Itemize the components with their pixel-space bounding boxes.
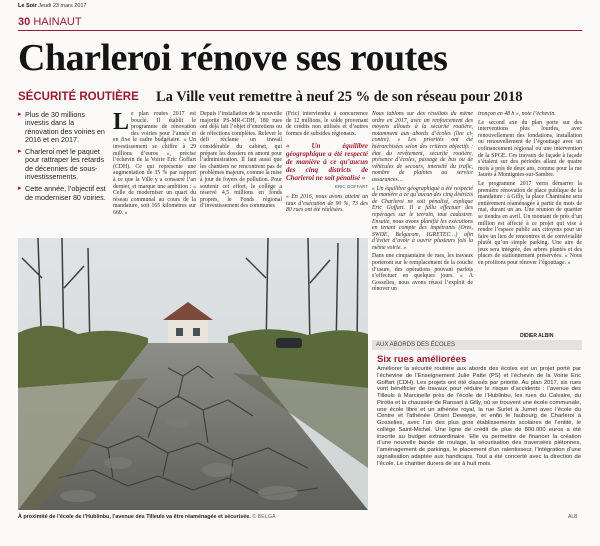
article-column-1: L e plan routes 2017 est bouclé. Il établit le programme de rénovation des voiries pour l’année et en fixe le cadre budgétaire. « Un investissement se chiffre à 29 millions d’euros », précise l’échevin de la Voirie Eric Goffart (CDH). Ce qui représente une augmentation de 35 % par rapport à ce que la Ville y a consacré l’an dernier, et marque une ambition : « Celle de moderniser un quart du réseau communal au cours de la mandature, soit 165 kilomètres sur 660. » [113,111,196,216]
page-number: 30 [18,16,31,28]
road-photo [18,238,368,510]
masthead [18,3,87,9]
photo-credit: © BELGA [252,514,276,520]
section-header [18,16,82,28]
section-rule [18,30,582,31]
summary-item: ▸ Charleroi met le paquet pour rattraper les retards de décennies de sous-investissements. [18,147,105,182]
summary-item: ▸ Cette année, l’objectif est de moderniser 80 voiries. [18,184,106,202]
bullet-icon: ▸ [18,185,22,193]
pull-quote: « Un équilibre géographique a été respecté de manière à ce qu’aucun des cinq districts de Charleroi ne soit pénalisé » [286,142,368,183]
article-column-3: (Fric) interviendra à concurrence de 12 millions, le solde provenant de crédits non utilisés et d’autres formes de subsides régionaux. « Un équilibre géographique a été respecté de manière à ce qu’aucun des cinq districts de Charleroi ne soit pénalisé » ERIC GOFFART « En 2016, nous avons atteint un taux d’exécution de 90 %, 73 des 80 rues ont été réalisées. [286,111,368,214]
paper-name: Le Soir [18,3,37,9]
bullet-icon: ▸ [18,148,22,156]
summary-bullets [18,111,108,206]
pull-quote-source: ERIC GOFFART [334,184,368,190]
kicker: SÉCURITÉ ROUTIÈRE [18,91,139,103]
damaged-road-illustration [18,238,368,510]
section-name: HAINAUT [33,16,82,28]
sidebar-box-tag: AUX ABORDS DES ÉCOLES [372,340,582,350]
photo-caption: À proximité de l’école de l’Hublinbu, l’avenue des Tilleuls va être réaménagée et sécurisée. © BELGA [18,514,276,520]
sidebar-box-title: Six rues améliorées [377,354,467,365]
article-column-5: tronçon en 48 h », note l’échevin. Le second axe du plan porte sur des interventions plus lourdes, avec renouvellement des fondations, installation ou renouvellement de l’égouttage avec un cofinancement régional ou une intervention de la SPGE. Ces travaux de façade à façade s’étalent sur des périodes allant de quatre mois à près de deux ans, comme pour la rue Jaurès à Montignies-sur-Sambre. Le programme 2017 verra démarrer la première rénovation de place publique de la mandature : à Gilly, la place Chantraine sera entièrement réaménagée à partir du mois de mai, durant un an. Une réunion de quartier se tiendra en avril. Un montant de près d’un million est affecté à ce projet qui vise à rendre l’espace public aux citoyens pour un faire un lieu de rencontres et de convivialité plutôt qu’un simple parking. Une aire de jeux sera intégrée, des arbres plantés et des places de stationnement préservées. « Nous en profitons pour rénover l’égouttage. » [478,111,582,267]
summary-item: ▸ Plus de 30 millions investis dans la rénovation des voiries en 2016 et en 2017. [18,110,105,144]
byline: DIDIER ALBIN [520,333,554,339]
folio: ALB [568,514,578,520]
article-column-2: Depuis l’installation de la nouvelle majorité PS-MR-CDH, 180 rues ont déjà fait l’objet d’entretiens ou de réfections complètes. Relever le défi réclame un travail considérable du cabinet, qui prépare les dossiers en amont pour l’administration. Il faut aussi que les chantiers ne rencontrent pas de problèmes majeurs, comme la mise à jour de foyers de pollution. Pour soutenir cet effort, le collège a réservé 4,5 millions en fonds propres, le Fonds régional d’investissement des communes [200,111,282,210]
article-column-4: Nous tablons sur des résultats du même ordre en 2017, avec un renforcement des moyens alloués à la sécurité routière, notamment aux abords d’écoles (lire ci-contre). » Les priorités ont été hiérarchisées selon des critères objectifs : état du revêtement, sécurité routière, présence d’écoles, passage de bus ou de véhicules de secours, intensité du trafic, nombre de plaintes au service assurances… « Un équilibre géographique a été respecté de manière à ce qu’aucun des cinq districts de Charleroi ne soit pénalisé, explique Eric Goffart. Il a fallu effectuer des repérages sur le terrain, tout cadastrer. Ensuite, nous avons planifié les exécutions en tenant compte des impétrants (Ores, SWDE, Belgacom, IGRETEC…) afin d’éviter d’avoir à ouvrir plusieurs fois la même voirie. » Dans une cinquantaine de rues, les travaux porteront sur le remplacement de la couche d’usure, des opérations pouvant parfois s’effectuer en quelques jours. « À Gosselies, nous avons réussi l’exploit de rénover un [372,111,473,293]
dropcap: L [113,111,130,135]
sidebar-box-text: Améliorer la sécurité routière aux abords des écoles est un projet porté par l’échevine de l’Enseignement Julie Patte (PS) et l’échevin de la Voirie Eric Goffart (CDH). Les projets ont été classés par priorité. Au plan 2017, six rues vont bénéficier de travaux pour réduire le risque d’accidents : l’avenue des Tilleuls à Marcinelle près de l’école de l’Hublinbu, les rues du Calvaire, du Pirotia et la chaussée de Ransart à Gilly, où se trouvent une école communale, une école libre et un athénée royal, la rue Surlet à Jumet avec l’école du Centre et l’athénée Orsini Dewerpe, et enfin le faubourg de Charleroi à Gosselies, avec l’un des plus gros établissements scolaires de l’entité, le collège Saint-Michel. Une ligne de crédit de plus de 800.000 euros a été inscrite au budget extraordinaire. Elle va permettre de financer la création d’une nouvelle bande de roulage, la sécurisation des traversées piétonnes, l’aménagement de parkings, le placement d’un ralentisseur, l’intégration d’une signalisation adaptée aux handicaps. Tout a été concerté avec la direction de l’école. Le chantier durera de six à huit mois. [377,366,581,467]
issue-date: Jeudi 23 mars 2017 [38,3,87,9]
subhead: La Ville veut remettre à neuf 25 % de son réseau pour 2018 [156,89,523,105]
headline: Charleroi rénove ses routes [18,37,448,79]
bullet-icon: ▸ [18,111,22,118]
